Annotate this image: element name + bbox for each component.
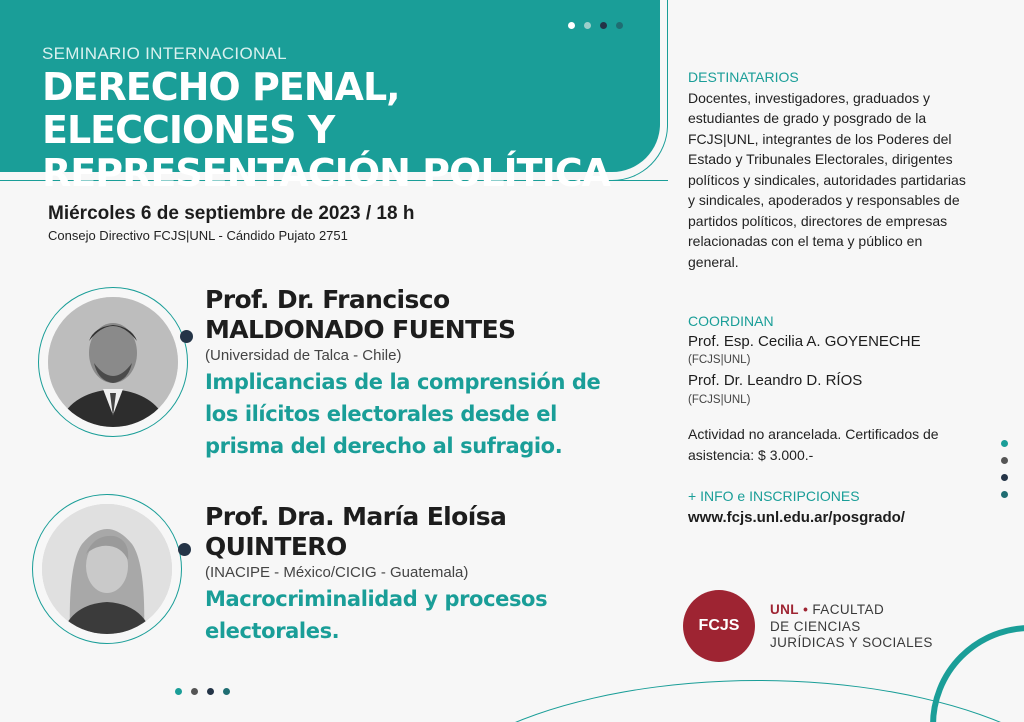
ring-dot	[180, 330, 193, 343]
decorative-dots-bottom	[175, 688, 230, 695]
speaker-block	[205, 285, 645, 462]
coordinator-affiliation: (FCJS|UNL)	[688, 393, 751, 406]
dot	[223, 688, 230, 695]
decorative-dots-right	[1001, 440, 1008, 498]
dot	[1001, 457, 1008, 464]
dot	[616, 22, 623, 29]
speaker-affiliation: (Universidad de Talca - Chile)	[205, 347, 402, 364]
speaker-surname: MALDONADO FUENTES	[205, 315, 516, 344]
registration-link[interactable]: www.fcjs.unl.edu.ar/posgrado/	[688, 508, 905, 526]
speaker-name: Prof. Dra. María Eloísa	[205, 502, 507, 531]
faculty-name	[770, 602, 933, 652]
speaker-affiliation: (INACIPE - México/CICIG - Guatemala)	[205, 564, 469, 581]
faculty-line2: DE CIENCIAS	[770, 618, 861, 634]
speaker-block	[205, 502, 645, 647]
coordinators-heading: COORDINAN	[688, 313, 774, 329]
info-heading: + INFO e INSCRIPCIONES	[688, 488, 860, 504]
dot	[584, 22, 591, 29]
portrait-man-icon	[48, 297, 178, 427]
dot	[191, 688, 198, 695]
faculty-line1: FACULTAD	[812, 602, 885, 617]
fee-note: Actividad no arancelada. Certificados de asistencia: $ 3.000.-	[688, 426, 939, 463]
seminar-label: SEMINARIO INTERNACIONAL	[42, 44, 287, 63]
dot	[568, 22, 575, 29]
info-section	[688, 486, 968, 528]
event-date: Miércoles 6 de septiembre de 2023 / 18 h	[48, 203, 415, 224]
audience-heading: DESTINATARIOS	[688, 69, 799, 85]
speaker-topic: Implicancias de la comprensión de los ilícitos electorales desde el prisma del derecho al sufragio.	[205, 370, 601, 458]
faculty-line3: JURÍDICAS Y SOCIALES	[770, 635, 933, 650]
speaker-name: Prof. Dr. Francisco	[205, 285, 450, 314]
bullet: •	[803, 602, 809, 617]
coordinator-name: Prof. Esp. Cecilia A. GOYENECHE	[688, 332, 921, 350]
coordinators-section	[688, 311, 968, 408]
speaker-surname: QUINTERO	[205, 532, 347, 561]
decorative-dots-top	[568, 22, 623, 29]
coordinator-name: Prof. Dr. Leandro D. RÍOS	[688, 372, 863, 389]
dot	[1001, 440, 1008, 447]
event-title: DERECHO PENAL, ELECCIONES Y REPRESENTACIÓN POLÍTICA	[42, 65, 611, 195]
audience-section	[688, 67, 968, 272]
speaker-photo-frame	[32, 494, 182, 644]
dot	[175, 688, 182, 695]
dot	[1001, 474, 1008, 481]
ring-dot	[178, 543, 191, 556]
fcjs-logo	[683, 590, 755, 662]
coordinator-affiliation: (FCJS|UNL)	[688, 354, 751, 366]
speaker-topic: Macrocriminalidad y procesos electorales.	[205, 587, 548, 643]
dot	[1001, 491, 1008, 498]
decorative-arc-corner	[930, 625, 1024, 722]
dot	[600, 22, 607, 29]
logo-circle-text: FCJS	[698, 617, 740, 634]
dot	[207, 688, 214, 695]
unl-label: UNL	[770, 602, 799, 617]
event-place: Consejo Directivo FCJS|UNL - Cándido Pujato 2751	[48, 228, 348, 243]
audience-text: Docentes, investigadores, graduados y estudiantes de grado y posgrado de la FCJS|UNL, integrantes de los Poderes del Estado y Tribunales Electorales, dirigentes políticos y sindicales, autoridades partidarias y sindicales, apoderados y responsables de partidos políticos, directores de empresas relacionadas con el tema y público en general.	[688, 89, 966, 270]
speaker-photo-frame	[38, 287, 188, 437]
portrait-woman-icon	[42, 504, 172, 634]
